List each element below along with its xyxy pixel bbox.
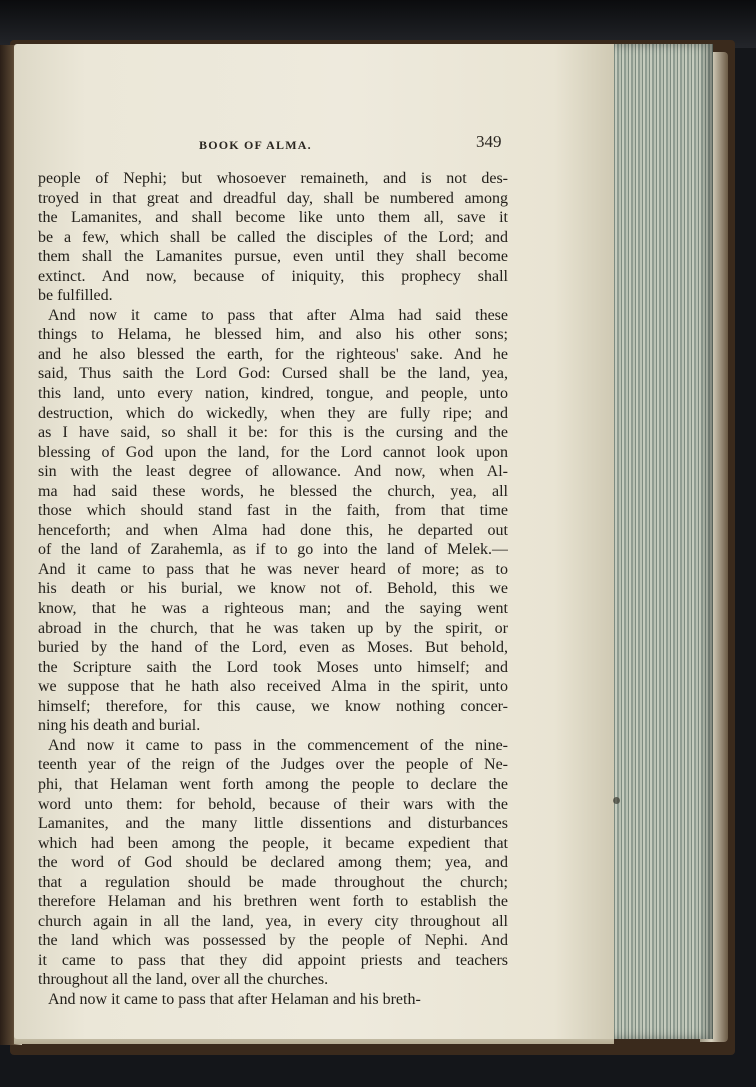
text-line: church again in all the land, yea, in every city throughout all — [38, 912, 508, 930]
text-line: Lamanites, and the many little dissentions and disturbances — [38, 815, 508, 833]
text-line: buried by the hand of the Lord, even as Moses. But behold, — [38, 639, 508, 657]
text-line: blessing of God upon the land, for the Lord cannot look upon — [38, 443, 508, 461]
text-line: the Scripture saith the Lord took Moses unto himself; and — [38, 658, 508, 676]
body-text — [38, 169, 508, 1010]
text-line: people of Nephi; but whosoever remaineth, and is not des- — [38, 170, 508, 187]
page-number: 349 — [476, 132, 502, 151]
text-line: we suppose that he hath also received Alma in the spirit, unto — [38, 678, 508, 696]
text-line: And now it came to pass in the commencement of the nine- — [48, 736, 508, 754]
text-line: throughout all the land, over all the churches. — [38, 971, 329, 989]
text-line: it came to pass that they did appoint priests and teachers — [38, 951, 508, 969]
text-line: And now it came to pass that after Helaman and his breth- — [48, 990, 421, 1008]
text-line: ma had said these words, he blessed the church, yea, all — [38, 482, 508, 500]
text-line: and he also blessed the earth, for the righteous' sake. And he — [38, 345, 508, 363]
text-line: his death or his burial, we know not of. Behold, this we — [38, 580, 508, 598]
text-line: And now it came to pass that after Alma had said these — [48, 306, 508, 324]
text-line: troyed in that great and dreadful day, shall be numbered among — [38, 189, 508, 207]
text-line: the Lamanites, and shall become like unto them all, save it — [38, 209, 508, 227]
text-line: teenth year of the reign of the Judges over the people of Ne- — [38, 756, 508, 774]
text-line: the land which was possessed by the people of Nephi. And — [38, 932, 508, 950]
page-stain — [613, 797, 620, 804]
text-line: know, that he was a righteous man; and the saying went — [38, 600, 508, 618]
text-line: word unto them: for behold, because of their wars with the — [38, 795, 508, 813]
text-line: be fulfilled. — [38, 287, 113, 305]
text-line: himself; therefore, for this cause, we know nothing concer- — [38, 697, 508, 715]
text-line: destruction, which do wickedly, when they are fully ripe; and — [38, 404, 508, 422]
text-line: ning his death and burial. — [38, 717, 201, 735]
text-line: that a regulation should be made throughout the church; — [38, 873, 508, 891]
text-line: them shall the Lamanites pursue, even until they shall become — [38, 248, 508, 266]
text-line: those which should stand fast in the faith, from that time — [38, 502, 508, 520]
page-header — [14, 132, 614, 154]
text-line: sin with the least degree of allowance. And now, when Al- — [38, 463, 508, 481]
text-line: be a few, which shall be called the disciples of the Lord; and — [38, 228, 508, 246]
running-head: BOOK OF ALMA. — [199, 138, 312, 152]
page-fore-edge — [600, 44, 713, 1039]
text-line: therefore Helaman and his brethren went forth to establish the — [38, 893, 508, 911]
book-page — [14, 44, 614, 1039]
text-line: phi, that Helaman went forth among the people to declare the — [38, 775, 508, 793]
text-line: this land, unto every nation, kindred, tongue, and people, unto — [38, 385, 508, 403]
text-line: of the land of Zarahemla, as if to go into the land of Melek.— — [38, 541, 508, 559]
text-line: things to Helama, he blessed him, and also his other sons; — [38, 326, 508, 344]
text-line: extinct. And now, because of iniquity, this prophecy shall — [38, 267, 508, 285]
text-line: henceforth; and when Alma had done this, he departed out — [38, 521, 508, 539]
text-line: And it came to pass that he was never heard of more; as to — [38, 560, 508, 578]
text-line: abroad in the church, that he was taken up by the spirit, or — [38, 619, 508, 637]
text-line: as I have said, so shall it be: for this is the cursing and the — [38, 424, 508, 442]
text-line: said, Thus saith the Lord God: Cursed shall be the land, yea, — [38, 365, 508, 383]
text-line: which had been among the people, it became expedient that — [38, 834, 508, 852]
text-line: the word of God should be declared among them; yea, and — [38, 854, 508, 872]
